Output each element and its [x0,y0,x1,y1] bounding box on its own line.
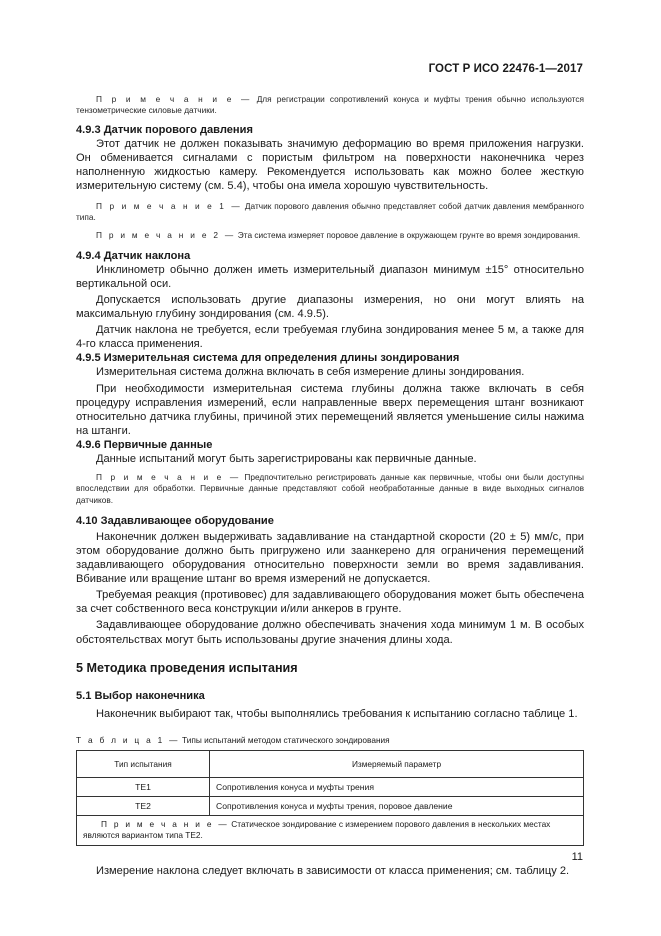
note-text: Эта система измеряет поровое давление в окружающем грунте во время зондирования. [237,229,581,240]
table-cell: TE1 [77,777,210,796]
section-4-9-4-paragraph-3: Датчик наклона не требуется, если требуемая глубина зондирования менее 5 м, а также для 4-го класса применения. [76,324,584,351]
document-header: ГОСТ Р ИСО 22476-1—2017 [428,63,583,75]
note-text: Датчик порового давления обычно представляет собой датчик давления мембранного типа. [76,200,584,223]
section-5-1-paragraph: Наконечник выбирают так, чтобы выполнялись требования к испытанию согласно таблице 1. [96,707,578,720]
section-5-1-heading: 5.1 Выбор наконечника [76,689,205,702]
table-cell: TE2 [77,796,210,815]
table-header-row [77,750,584,777]
section-4-9-5-heading: 4.9.5 Измерительная система для определения длины зондирования [76,352,460,365]
table-note-row [77,815,584,845]
note-label: П р и м е ч а н и е — [96,471,241,482]
section-4-9-4-heading: 4.9.4 Датчик наклона [76,249,191,262]
note-label: П р и м е ч а н и е 2 — [96,229,236,240]
note-pore-pressure-1 [76,201,584,224]
page-number: 11 [571,851,583,863]
table-1 [76,750,584,846]
table-caption-text: Типы испытаний методом статического зондирования [182,734,390,745]
table-header-cell: Измеряемый параметр [210,750,584,777]
closing-paragraph: Измерение наклона следует включать в зависимости от класса применения; см. таблицу 2. [96,864,570,877]
page-content [76,94,584,878]
note-text: Статическое зондирование с измерением порового давления в нескольких местах являются вариантом типа TE2. [83,818,551,840]
section-4-9-6-paragraph: Данные испытаний могут быть зарегистрированы как первичные данные. [96,452,477,465]
section-4-10-paragraph-3: Задавливающее оборудование должно обеспечивать значения хода минимум 1 м. В особых обстоятельствах могут быть использованы другие значения длины хода. [76,619,584,646]
note-text: Для регистрации сопротивлений конуса и муфты трения обычно используются тензометрические силовые датчики. [76,94,584,116]
section-4-9-3-paragraph: Этот датчик не должен показывать значимую деформацию во время приложения нагрузки. Он обменивается сигналами с пористым фильтром на поверхности наконечника через наполненную жидкостью камеру. Рекомендуется использовать как можно более жесткую измерительную систему (см. 5.4), чтобы она имела хорошую чувствительность. [76,137,584,192]
section-4-9-5-paragraph-1: Измерительная система должна включать в себя измерение длины зондирования. [96,366,525,379]
section-4-10-heading: 4.10 Задавливающее оборудование [76,514,274,527]
section-5-heading: 5 Методика проведения испытания [76,660,298,675]
section-4-9-6-heading: 4.9.6 Первичные данные [76,438,213,451]
note-label: П р и м е ч а н и е — [96,94,252,104]
table-cell: Сопротивления конуса и муфты трения [210,777,584,796]
section-4-9-4-paragraph-1: Инклинометр обычно должен иметь измерительный диапазон минимум ±15° относительно вертикальной оси. [76,263,584,290]
section-4-10-paragraph-1: Наконечник должен выдерживать задавливание на стандартной скорости (20 ± 5) мм/с, при этом оборудование должно быть пригружено или заанкерено для ограничения перемещений задавливающего оборудования относительно поверхности земли во время задавливания. Вбивание или вращение штанг во время измерений не допускается. [76,530,584,586]
table-1-caption [76,735,584,745]
table-header-cell: Тип испытания [77,750,210,777]
note-label: П р и м е ч а н и е 1 — [96,200,242,211]
table-caption-label: Т а б л и ц а 1 — [76,734,180,745]
note-pore-pressure-2 [76,230,584,241]
section-4-10-paragraph-2: Требуемая реакция (противовес) для задавливающего оборудования может быть обеспечена за счет собственного веса конструкции и/или анкеров в грунте. [76,589,584,616]
note-text: Предпочтительно регистрировать данные как первичные, чтобы они были доступны впоследствии для обработки. Первичные данные представляют собой необработанные данные в виде выходных сигналов датчиков. [76,471,584,505]
table-row [77,796,584,815]
table-note-cell [77,815,584,845]
section-4-9-5-paragraph-2: При необходимости измерительная система глубины должна также включать в себя процедуру исправления измерений, если направленные вверх перемещения штанг возникают относительно датчика глубины, причиной этих перемещений является уменьшение силы нажима на штанги. [76,382,584,437]
note-raw-data [76,472,584,506]
section-4-9-3-heading: 4.9.3 Датчик порового давления [76,123,253,136]
note-label: П р и м е ч а н и е — [101,818,229,829]
section-4-9-4-paragraph-2: Допускается использовать другие диапазоны измерения, но они могут влиять на максимальную глубину зондирования (см. 4.9.5). [76,294,584,321]
table-row [77,777,584,796]
note-sensors [76,94,584,117]
table-cell: Сопротивления конуса и муфты трения, поровое давление [210,796,584,815]
